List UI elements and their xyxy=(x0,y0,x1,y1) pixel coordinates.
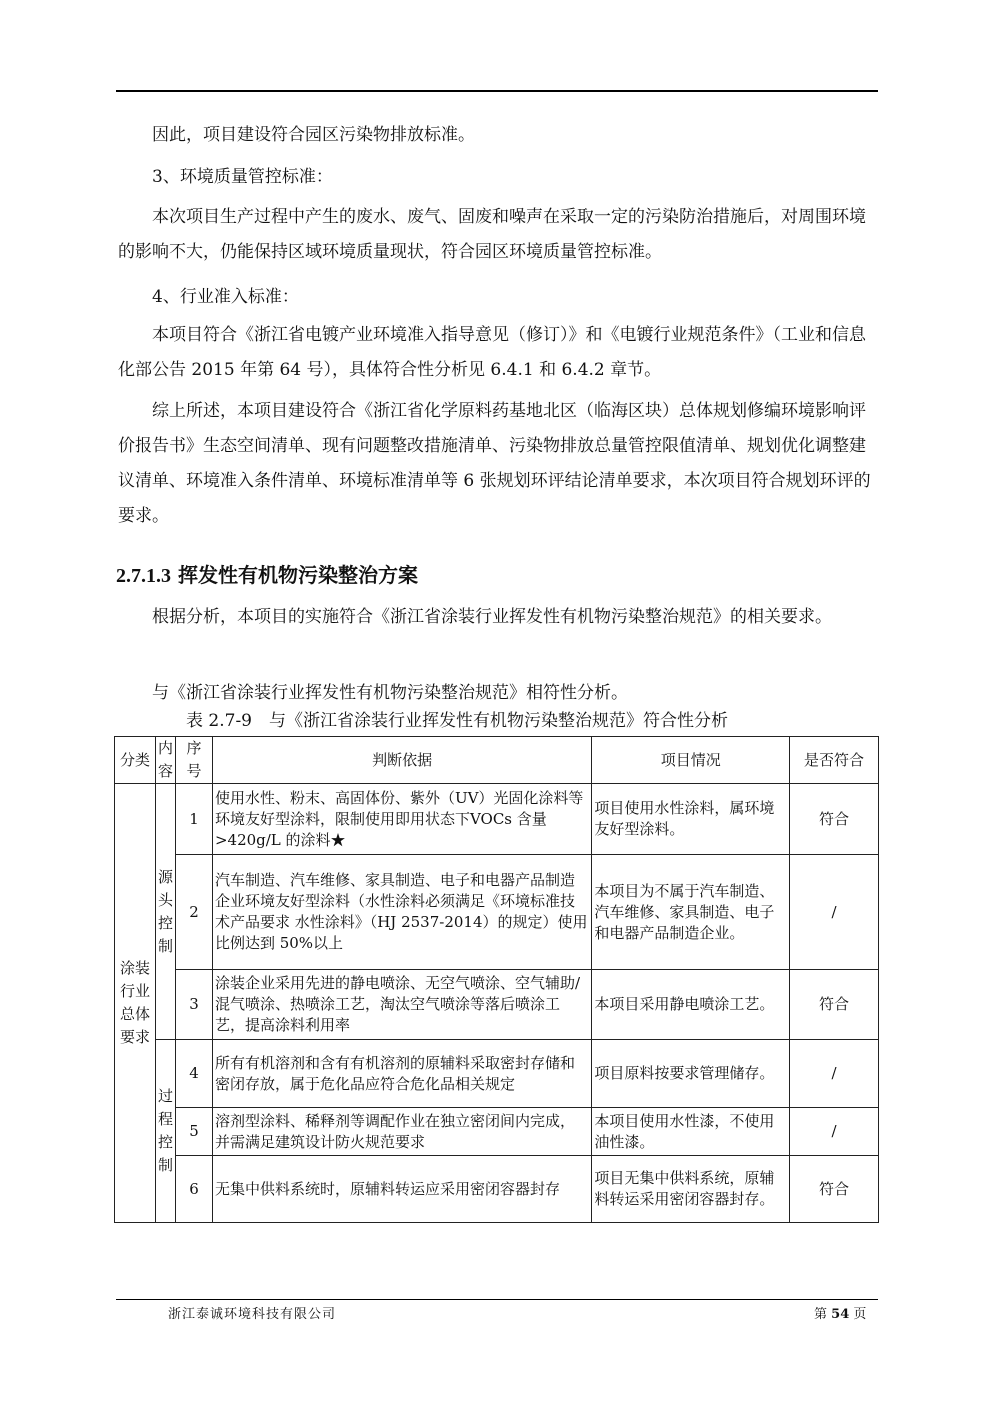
row-basis: 使用水性、粉末、高固体份、紫外（UV）光固化涂料等环境友好型涂料，限制使用即用状态下VOCs 含量>420g/L 的涂料★ xyxy=(212,784,591,855)
paragraph-summary: 综上所述，本项目建设符合《浙江省化学原料药基地北区（临海区块）总体规划修编环境影响评价报告书》生态空间清单、现有问题整改措施清单、污染物排放总量管控限值清单、规划优化调整建议清单、环境准入条件清单、环境标准清单等 6 张规划环评结论清单要求，本次项目符合规划环评的要求。 xyxy=(118,401,871,526)
footer-page-number: 第 54 页 xyxy=(814,1307,867,1322)
table-header-row xyxy=(115,737,879,784)
footer-company: 浙江泰诚环境科技有限公司 xyxy=(168,1307,337,1322)
row-project: 项目使用水性涂料，属环境友好型涂料。 xyxy=(592,784,790,855)
table-row xyxy=(115,784,879,855)
table-caption: 表 2.7-9 与《浙江省涂装行业挥发性有机物污染整治规范》符合性分析 xyxy=(186,711,728,731)
group-process-control: 过程控制 xyxy=(155,1040,175,1223)
row-basis: 无集中供料系统时，原辅料转运应采用密闭容器封存 xyxy=(212,1156,591,1223)
section-title: 挥发性有机物污染整治方案 xyxy=(177,563,418,587)
row-project: 本项目采用静电喷涂工艺。 xyxy=(592,970,790,1040)
row-compliance: 符合 xyxy=(790,1156,879,1223)
table-row xyxy=(115,1156,879,1223)
row-project: 本项目为不属于汽车制造、汽车维修、家具制造、电子和电器产品制造企业。 xyxy=(592,855,790,970)
row-compliance: / xyxy=(790,1040,879,1108)
row-no: 3 xyxy=(175,970,212,1040)
group-source-control: 源头控制 xyxy=(155,784,175,1040)
row-compliance: / xyxy=(790,1108,879,1156)
item-heading-industry-access: 4、行业准入标准： xyxy=(152,287,299,307)
header-basis: 判断依据 xyxy=(212,737,591,784)
section-heading xyxy=(116,560,418,591)
row-compliance: 符合 xyxy=(790,970,879,1040)
paragraph-analysis: 根据分析，本项目的实施符合《浙江省涂装行业挥发性有机物污染整治规范》的相关要求。 xyxy=(152,607,832,627)
row-compliance: 符合 xyxy=(790,784,879,855)
header-content: 内容 xyxy=(155,737,175,784)
row-no: 6 xyxy=(175,1156,212,1223)
paragraph-table-intro: 与《浙江省涂装行业挥发性有机物污染整治规范》相符性分析。 xyxy=(152,683,628,703)
header-project: 项目情况 xyxy=(592,737,790,784)
row-no: 1 xyxy=(175,784,212,855)
paragraph-emission-conclusion: 因此，项目建设符合园区污染物排放标准。 xyxy=(152,125,475,145)
row-basis: 涂装企业采用先进的静电喷涂、无空气喷涂、空气辅助/混气喷涂、热喷涂工艺，淘汰空气喷涂等落后喷涂工艺，提高涂料利用率 xyxy=(212,970,591,1040)
paragraph-quality-control: 本次项目生产过程中产生的废水、废气、固废和噪声在采取一定的污染防治措施后，对周围环境的影响不大，仍能保持区域环境质量现状，符合园区环境质量管控标准。 xyxy=(118,207,866,262)
row-project: 项目原料按要求管理储存。 xyxy=(592,1040,790,1108)
table-row xyxy=(115,855,879,970)
footer-rule xyxy=(116,1299,878,1300)
row-no: 5 xyxy=(175,1108,212,1156)
table-row xyxy=(115,1040,879,1108)
category-cell: 涂装行业总体要求 xyxy=(115,784,156,1223)
header-category: 分类 xyxy=(115,737,156,784)
header-rule xyxy=(116,90,878,92)
table-row xyxy=(115,1108,879,1156)
row-basis: 汽车制造、汽车维修、家具制造、电子和电器产品制造企业环境友好型涂料（水性涂料必须满足《环境标准技术产品要求 水性涂料》（HJ 2537-2014）的规定）使用比例达到 50%以上 xyxy=(212,855,591,970)
header-no: 序号 xyxy=(175,737,212,784)
compliance-table xyxy=(114,736,879,1223)
row-no: 2 xyxy=(175,855,212,970)
table-row xyxy=(115,970,879,1040)
row-compliance: / xyxy=(790,855,879,970)
paragraph-industry-access: 本项目符合《浙江省电镀产业环境准入指导意见（修订）》和《电镀行业规范条件》（工业和信息化部公告 2015 年第 64 号），具体符合性分析见 6.4.1 和 6.4.2 章节。 xyxy=(118,325,866,380)
row-basis: 所有有机溶剂和含有有机溶剂的原辅料采取密封存储和密闭存放，属于危化品应符合危化品相关规定 xyxy=(212,1040,591,1108)
row-project: 项目无集中供料系统，原辅料转运采用密闭容器封存。 xyxy=(592,1156,790,1223)
section-number: 2.7.1.3 xyxy=(116,565,171,587)
row-no: 4 xyxy=(175,1040,212,1108)
item-heading-quality-control: 3、环境质量管控标准： xyxy=(152,167,333,187)
header-compliance: 是否符合 xyxy=(790,737,879,784)
row-project: 本项目使用水性漆，不使用油性漆。 xyxy=(592,1108,790,1156)
row-basis: 溶剂型涂料、稀释剂等调配作业在独立密闭间内完成，并需满足建筑设计防火规范要求 xyxy=(212,1108,591,1156)
